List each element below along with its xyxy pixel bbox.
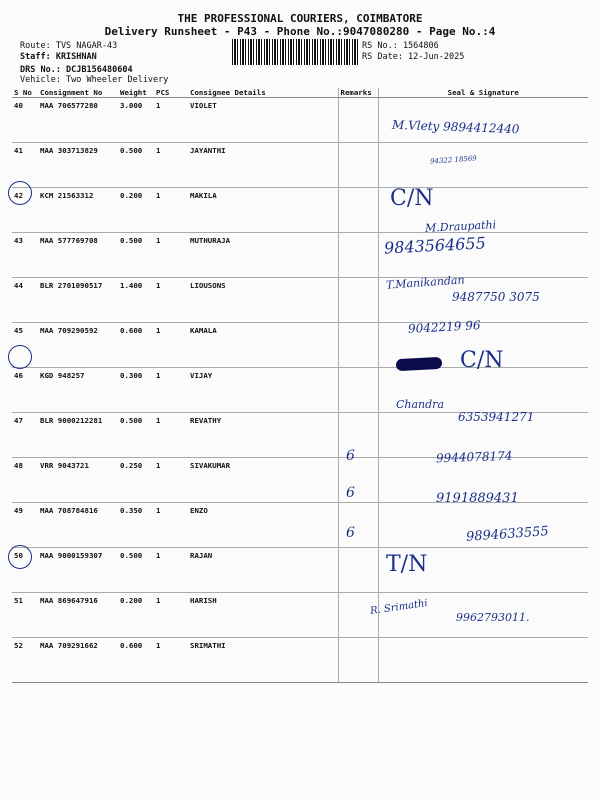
col-header-weight: Weight xyxy=(118,88,154,98)
staff-label: Staff: KRISHNAN xyxy=(20,52,97,62)
handwriting-sig-45: 9042219 96 xyxy=(407,318,481,336)
cell-pcs: 1 xyxy=(154,638,188,683)
cell-weight: 0.250 xyxy=(118,458,154,503)
circle-mark xyxy=(8,181,32,205)
cell-consignment: MAA 708784816 xyxy=(38,503,118,548)
cell-consignment: KGD 948257 xyxy=(38,368,118,413)
cell-consignment: VRR 9043721 xyxy=(38,458,118,503)
cell-weight: 0.200 xyxy=(118,188,154,233)
cell-pcs: 1 xyxy=(154,593,188,638)
cell-consignee: HARISH xyxy=(188,593,338,638)
cell-pcs: 1 xyxy=(154,98,188,143)
cell-sno: 50 xyxy=(12,548,38,593)
cell-pcs: 1 xyxy=(154,278,188,323)
cell-remarks xyxy=(338,548,378,593)
table-row xyxy=(12,368,588,413)
remark-mark: 6 xyxy=(346,448,355,464)
cell-consignee: RAJAN xyxy=(188,548,338,593)
cell-weight: 0.500 xyxy=(118,233,154,278)
handwriting-sig-44-name: T.Manikandan xyxy=(385,273,465,292)
cell-sno: 44 xyxy=(12,278,38,323)
handwriting-sig-51: T/N xyxy=(386,552,428,577)
cell-consignee: ENZO xyxy=(188,503,338,548)
drs-number: DRS No.: DCJB156480604 xyxy=(20,65,133,75)
cell-consignee: REVATHY xyxy=(188,413,338,458)
table-header-row xyxy=(12,88,588,98)
cell-sno: 43 xyxy=(12,233,38,278)
remark-mark: 6 xyxy=(346,525,355,541)
cell-remarks xyxy=(338,638,378,683)
cell-sno: 48 xyxy=(12,458,38,503)
handwriting-sig-49: 9191889431 xyxy=(436,491,519,506)
handwriting-sig-52-number: 9962793011. xyxy=(456,611,530,624)
cell-weight: 0.600 xyxy=(118,638,154,683)
cell-weight: 0.500 xyxy=(118,413,154,458)
cell-consignment: KCM 21563312 xyxy=(38,188,118,233)
cell-consignment: BLR 2701090517 xyxy=(38,278,118,323)
rs-number: RS No.: 1564806 xyxy=(362,41,439,51)
table-row xyxy=(12,233,588,278)
cell-remarks xyxy=(338,368,378,413)
handwriting-sig-43-number: 9843564655 xyxy=(383,233,487,258)
cell-sno: 42 xyxy=(12,188,38,233)
cell-pcs: 1 xyxy=(154,188,188,233)
cell-sno: 51 xyxy=(12,593,38,638)
col-header-consignee: Consignee Details xyxy=(188,88,338,98)
handwriting-sig-41: 94322 18569 xyxy=(429,154,477,166)
cell-consignment: MAA 706577280 xyxy=(38,98,118,143)
cell-remarks xyxy=(338,278,378,323)
col-header-consignment: Consignment No xyxy=(38,88,118,98)
handwriting-sig-42: C/N xyxy=(390,186,434,211)
vehicle-label: Vehicle: Two Wheeler Delivery xyxy=(20,75,169,85)
cell-consignee: KAMALA xyxy=(188,323,338,368)
table-row xyxy=(12,188,588,233)
remark-mark: 6 xyxy=(346,485,355,501)
rs-date: RS Date: 12-Jun-2025 xyxy=(362,52,465,62)
cell-pcs: 1 xyxy=(154,233,188,278)
table-row xyxy=(12,638,588,683)
cell-consignee: MAKILA xyxy=(188,188,338,233)
cell-remarks xyxy=(338,503,378,548)
handwriting-sig-47-name: Chandra xyxy=(396,398,445,411)
cell-remarks xyxy=(338,143,378,188)
cell-sno: 52 xyxy=(12,638,38,683)
col-header-pcs: PCS xyxy=(154,88,188,98)
table-row xyxy=(12,548,588,593)
cell-remarks xyxy=(338,323,378,368)
handwriting-sig-48: 9944078174 xyxy=(435,448,513,466)
cell-consignee: MUTHURAJA xyxy=(188,233,338,278)
cell-consignee: LIOUSONS xyxy=(188,278,338,323)
document-title: THE PROFESSIONAL COURIERS, COIMBATORE xyxy=(177,12,423,25)
circle-mark xyxy=(8,545,32,569)
cell-consignment: MAA 577769708 xyxy=(38,233,118,278)
cell-consignment: MAA 9000159307 xyxy=(38,548,118,593)
cell-consignment: MAA 709291662 xyxy=(38,638,118,683)
cell-remarks xyxy=(338,413,378,458)
cell-sno: 46 xyxy=(12,368,38,413)
runsheet-table xyxy=(12,88,588,683)
cell-pcs: 1 xyxy=(154,548,188,593)
cell-consignee: VIOLET xyxy=(188,98,338,143)
cell-pcs: 1 xyxy=(154,503,188,548)
cell-weight: 0.300 xyxy=(118,368,154,413)
cell-weight: 0.500 xyxy=(118,143,154,188)
scribble-redaction xyxy=(396,357,443,371)
cell-consignee: VIJAY xyxy=(188,368,338,413)
col-header-remarks: Remarks xyxy=(338,88,378,98)
handwriting-sig-43-name: M.Draupathi xyxy=(424,218,497,235)
cell-pcs: 1 xyxy=(154,413,188,458)
cell-weight: 1.400 xyxy=(118,278,154,323)
table-row xyxy=(12,143,588,188)
cell-sno: 49 xyxy=(12,503,38,548)
cell-consignment: MAA 303713829 xyxy=(38,143,118,188)
handwriting-sig-40: M.Vlety 9894412440 xyxy=(391,117,520,137)
route-label: Route: TVS NAGAR-43 xyxy=(20,41,118,51)
cell-signature xyxy=(378,143,588,188)
cell-pcs: 1 xyxy=(154,458,188,503)
cell-weight: 0.600 xyxy=(118,323,154,368)
handwriting-sig-50: 9894633555 xyxy=(465,524,550,545)
col-header-signature: Seal & Signature xyxy=(378,88,588,98)
cell-pcs: 1 xyxy=(154,323,188,368)
cell-remarks xyxy=(338,98,378,143)
cell-sno: 47 xyxy=(12,413,38,458)
cell-pcs: 1 xyxy=(154,368,188,413)
cell-consignee: JAYANTHI xyxy=(188,143,338,188)
cell-weight: 0.200 xyxy=(118,593,154,638)
handwriting-sig-46: C/N xyxy=(460,348,504,373)
cell-weight: 0.350 xyxy=(118,503,154,548)
cell-sno: 45 xyxy=(12,323,38,368)
cell-sno: 40 xyxy=(12,98,38,143)
cell-consignee: SRIMATHI xyxy=(188,638,338,683)
document-subtitle: Delivery Runsheet - P43 - Phone No.:9047080280 - Page No.:4 xyxy=(104,25,496,38)
cell-weight: 0.500 xyxy=(118,548,154,593)
barcode xyxy=(232,39,358,65)
cell-sno: 41 xyxy=(12,143,38,188)
handwriting-sig-44-number: 9487750 3075 xyxy=(452,290,540,304)
col-header-sno: S No xyxy=(12,88,38,98)
cell-remarks xyxy=(338,188,378,233)
cell-remarks xyxy=(338,458,378,503)
handwriting-sig-52-name: R. Srimathi xyxy=(369,598,429,617)
cell-consignment: BLR 9000212281 xyxy=(38,413,118,458)
cell-remarks xyxy=(338,233,378,278)
cell-pcs: 1 xyxy=(154,143,188,188)
cell-consignment: MAA 709290592 xyxy=(38,323,118,368)
circle-mark xyxy=(8,345,32,369)
cell-consignee: SIVAKUMAR xyxy=(188,458,338,503)
cell-consignment: MAA 869647916 xyxy=(38,593,118,638)
table-row xyxy=(12,98,588,143)
handwriting-sig-47-number: 6353941271 xyxy=(458,410,535,424)
cell-weight: 3.000 xyxy=(118,98,154,143)
cell-signature xyxy=(378,638,588,683)
